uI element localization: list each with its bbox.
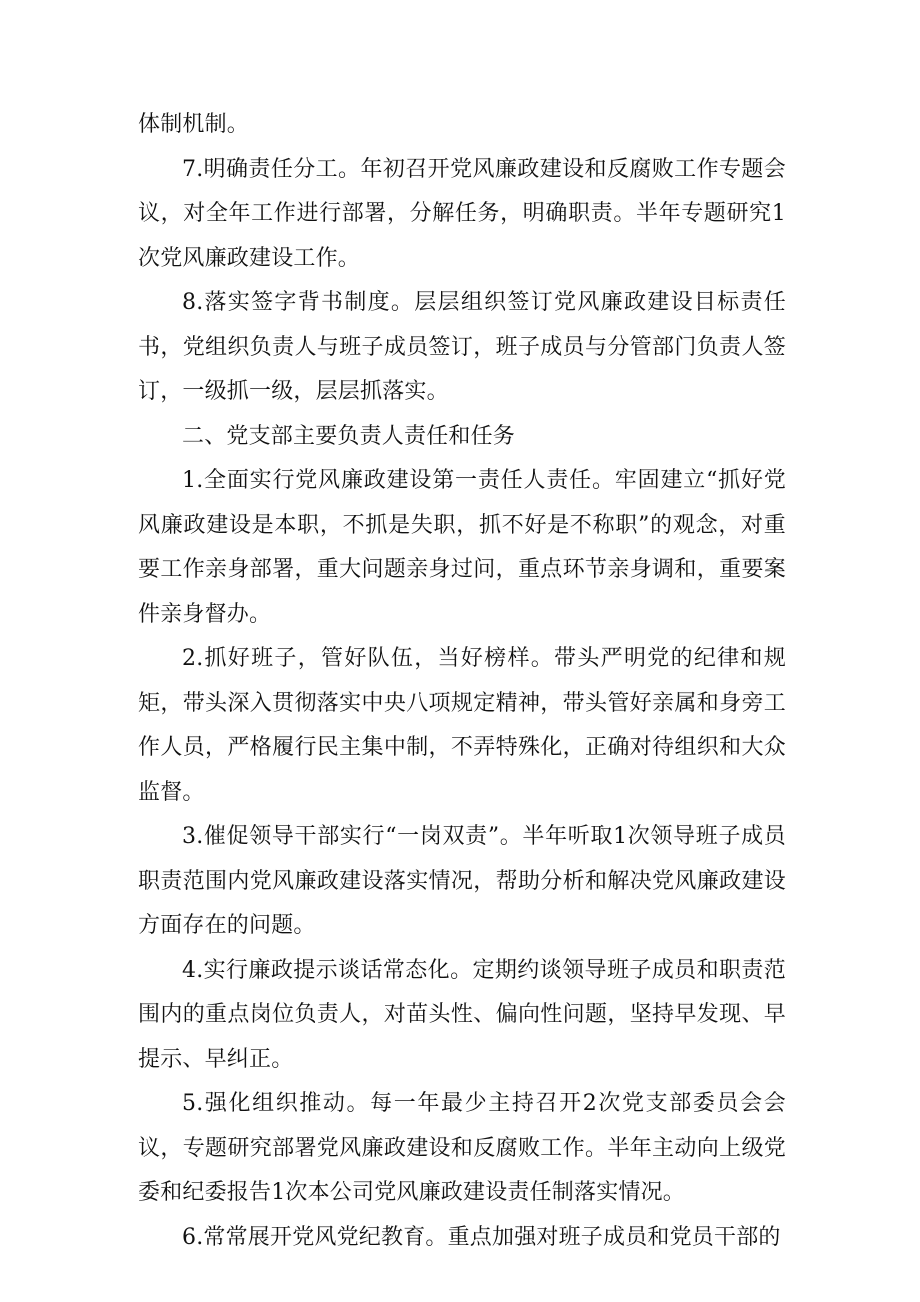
paragraph-item-7: 7.明确责任分工。年初召开党风廉政建设和反腐败工作专题会议，对全年工作进行部署，分解任务，明确职责。半年专题研究1次党风廉政建设工作。: [138, 156, 786, 271]
document-body: [138, 103, 786, 1260]
paragraph-section2-item-1: 1.全面实行党风廉政建设第一责任人责任。牢固建立“抓好党风廉政建设是本职，不抓是失职，抓不好是不称职”的观念，对重要工作亲身部署，重大问题亲身过问，重点环节亲身调和，重要案件亲身督办。: [138, 468, 786, 627]
paragraph-section2-item-4: 4.实行廉政提示谈话常态化。定期约谈领导班子成员和职责范围内的重点岗位负责人，对苗头性、偏向性问题，坚持早发现、早提示、早纠正。: [138, 957, 786, 1072]
paragraph-section2-item-6: 6.常常展开党风党纪教育。重点加强对班子成员和党员干部的: [182, 1224, 781, 1250]
paragraph-section2-item-5: 5.强化组织推动。每一年最少主持召开2次党支部委员会会议，专题研究部署党风廉政建设和反腐败工作。半年主动向上级党委和纪委报告1次本公司党风廉政建设责任制落实情况。: [138, 1091, 786, 1205]
paragraph-continuation: 体制机制。: [138, 112, 250, 137]
paragraph-section2-item-3: 3.催促领导干部实行“一岗双责”。半年听取1次领导班子成员职责范围内党风廉政建设落实情况，帮助分析和解决党风廉政建设方面存在的问题。: [138, 824, 786, 938]
section-heading-2: 二、党支部主要负责人责任和任务: [182, 423, 516, 449]
paragraph-item-8: 8.落实签字背书制度。层层组织签订党风廉政建设目标责任书，党组织负责人与班子成员签订，班子成员与分管部门负责人签订，一级抓一级，层层抓落实。: [138, 290, 786, 404]
paragraph-section2-item-2: 2.抓好班子，管好队伍，当好榜样。带头严明党的纪律和规矩，带头深入贯彻落实中央八项规定精神，带头管好亲属和身旁工作人员，严格履行民主集中制，不弄特殊化，正确对待组织和大众监督。: [138, 646, 786, 805]
